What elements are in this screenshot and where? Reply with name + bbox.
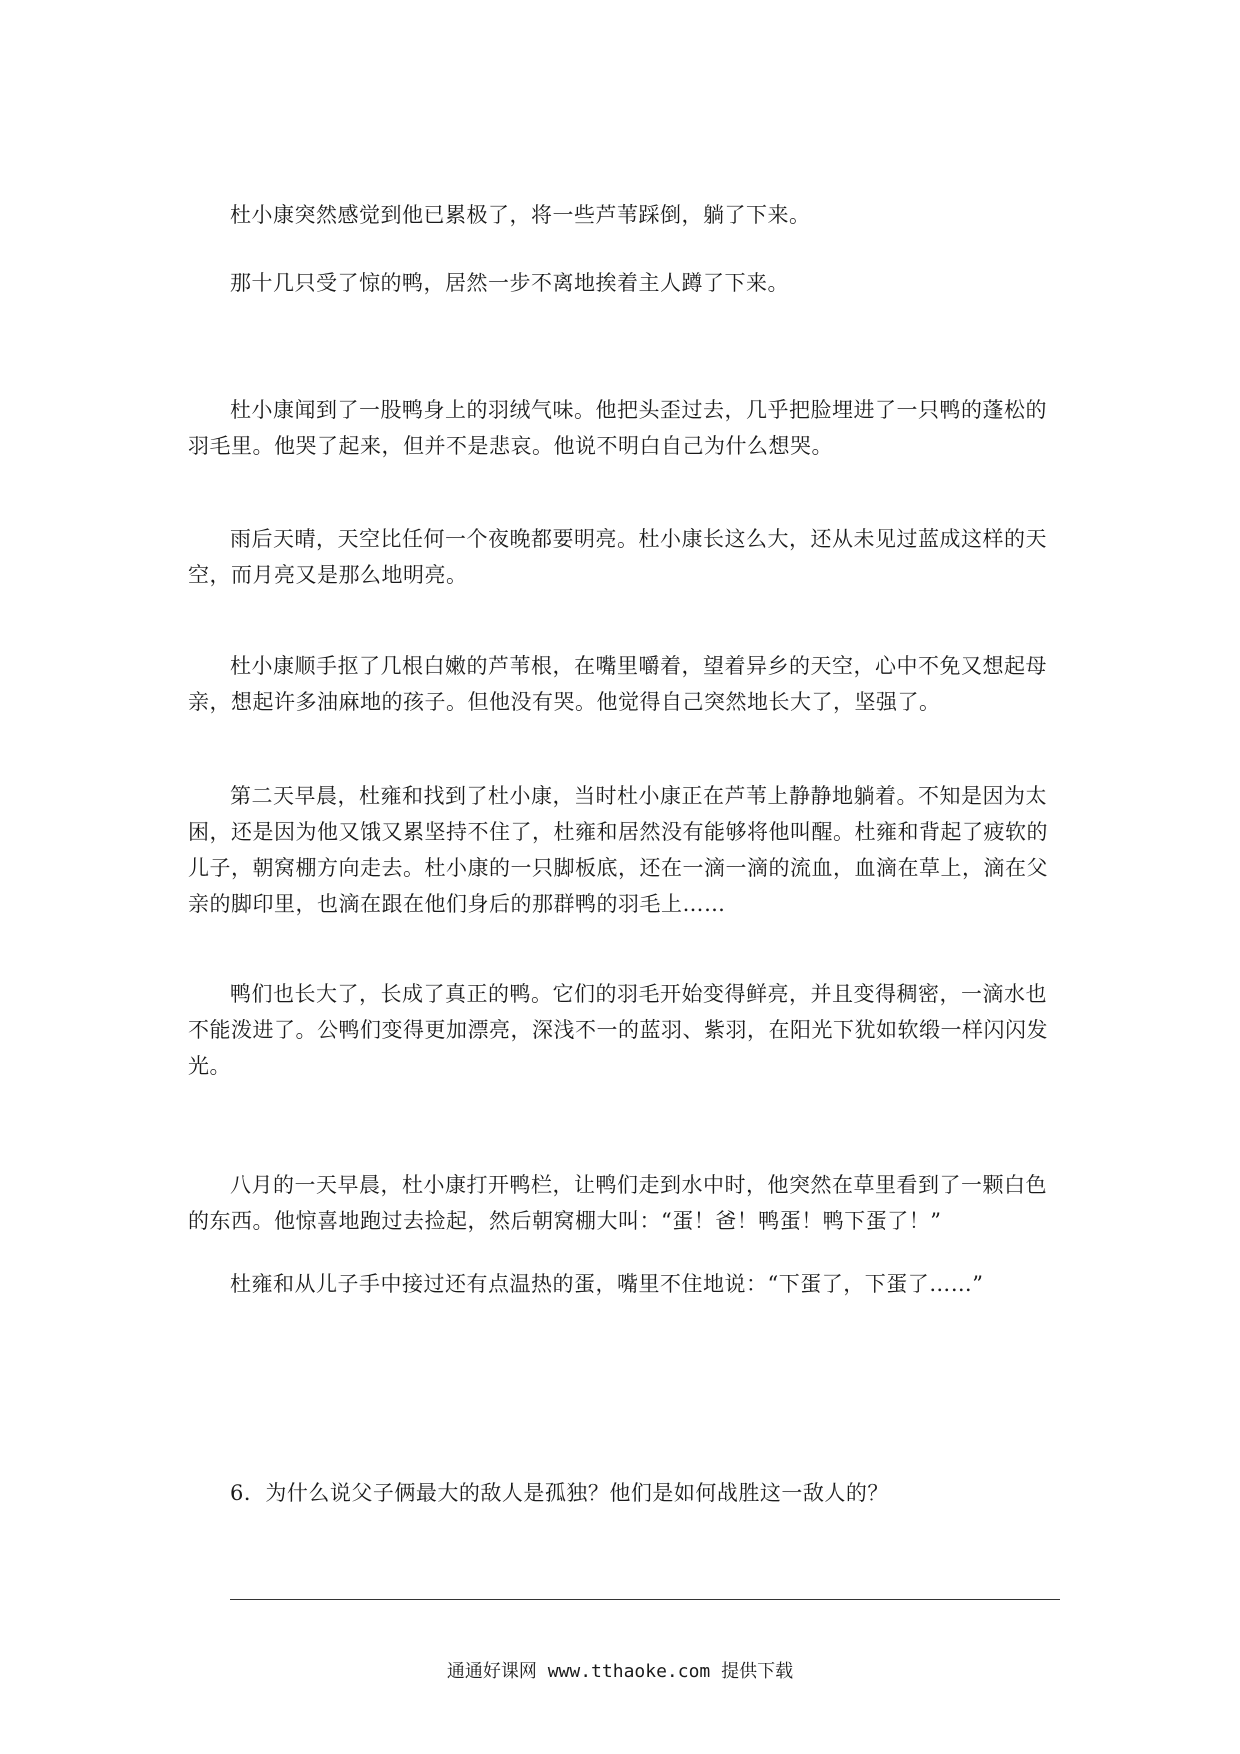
paragraph-2: 那十几只受了惊的鸭，居然一步不离地挨着主人蹲了下来。 [230, 271, 789, 295]
paragraph-7: 鸭们也长大了，长成了真正的鸭。它们的羽毛开始变得鲜亮，并且变得稠密，一滴水也不能泼进了。公鸭们变得更加漂亮，深浅不一的蓝羽、紫羽，在阳光下犹如软缎一样闪闪发光。 [188, 982, 1048, 1078]
paragraph-6: 第二天早晨，杜雍和找到了杜小康，当时杜小康正在芦苇上静静地躺着。不知是因为太困，还是因为他又饿又累坚持不住了，杜雍和居然没有能够将他叫醒。杜雍和背起了疲软的儿子，朝窝棚方向走去。杜小康的一只脚板底，还在一滴一滴的流血，血滴在草上，滴在父亲的脚印里，也滴在跟在他们身后的那群鸭的羽毛上…… [188, 784, 1048, 916]
paragraph-5: 杜小康顺手抠了几根白嫩的芦苇根，在嘴里嚼着，望着异乡的天空，心中不免又想起母亲，想起许多油麻地的孩子。但他没有哭。他觉得自己突然地长大了，坚强了。 [188, 654, 1047, 714]
paragraph-4: 雨后天晴，天空比任何一个夜晚都要明亮。杜小康长这么大，还从未见过蓝成这样的天空，而月亮又是那么地明亮。 [188, 527, 1047, 587]
paragraph-9: 杜雍和从儿子手中接过还有点温热的蛋，嘴里不住地说：“下蛋了，下蛋了……” [230, 1272, 984, 1296]
paragraph-8: 八月的一天早晨，杜小康打开鸭栏，让鸭们走到水中时，他突然在草里看到了一颗白色的东西。他惊喜地跑过去捡起，然后朝窝棚大叫：“蛋！爸！鸭蛋！鸭下蛋了！” [188, 1173, 1047, 1233]
paragraph-1: 杜小康突然感觉到他已累极了，将一些芦苇踩倒，躺了下来。 [230, 203, 811, 227]
question-6: 6．为什么说父子俩最大的敌人是孤独？他们是如何战胜这一敌人的？ [230, 1481, 889, 1505]
page-footer: 通通好课网 www.tthaoke.com 提供下载 [446, 1661, 794, 1682]
answer-line [230, 1599, 1060, 1600]
paragraph-3: 杜小康闻到了一股鸭身上的羽绒气味。他把头歪过去，几乎把脸埋进了一只鸭的蓬松的羽毛里。他哭了起来，但并不是悲哀。他说不明白自己为什么想哭。 [188, 398, 1047, 458]
